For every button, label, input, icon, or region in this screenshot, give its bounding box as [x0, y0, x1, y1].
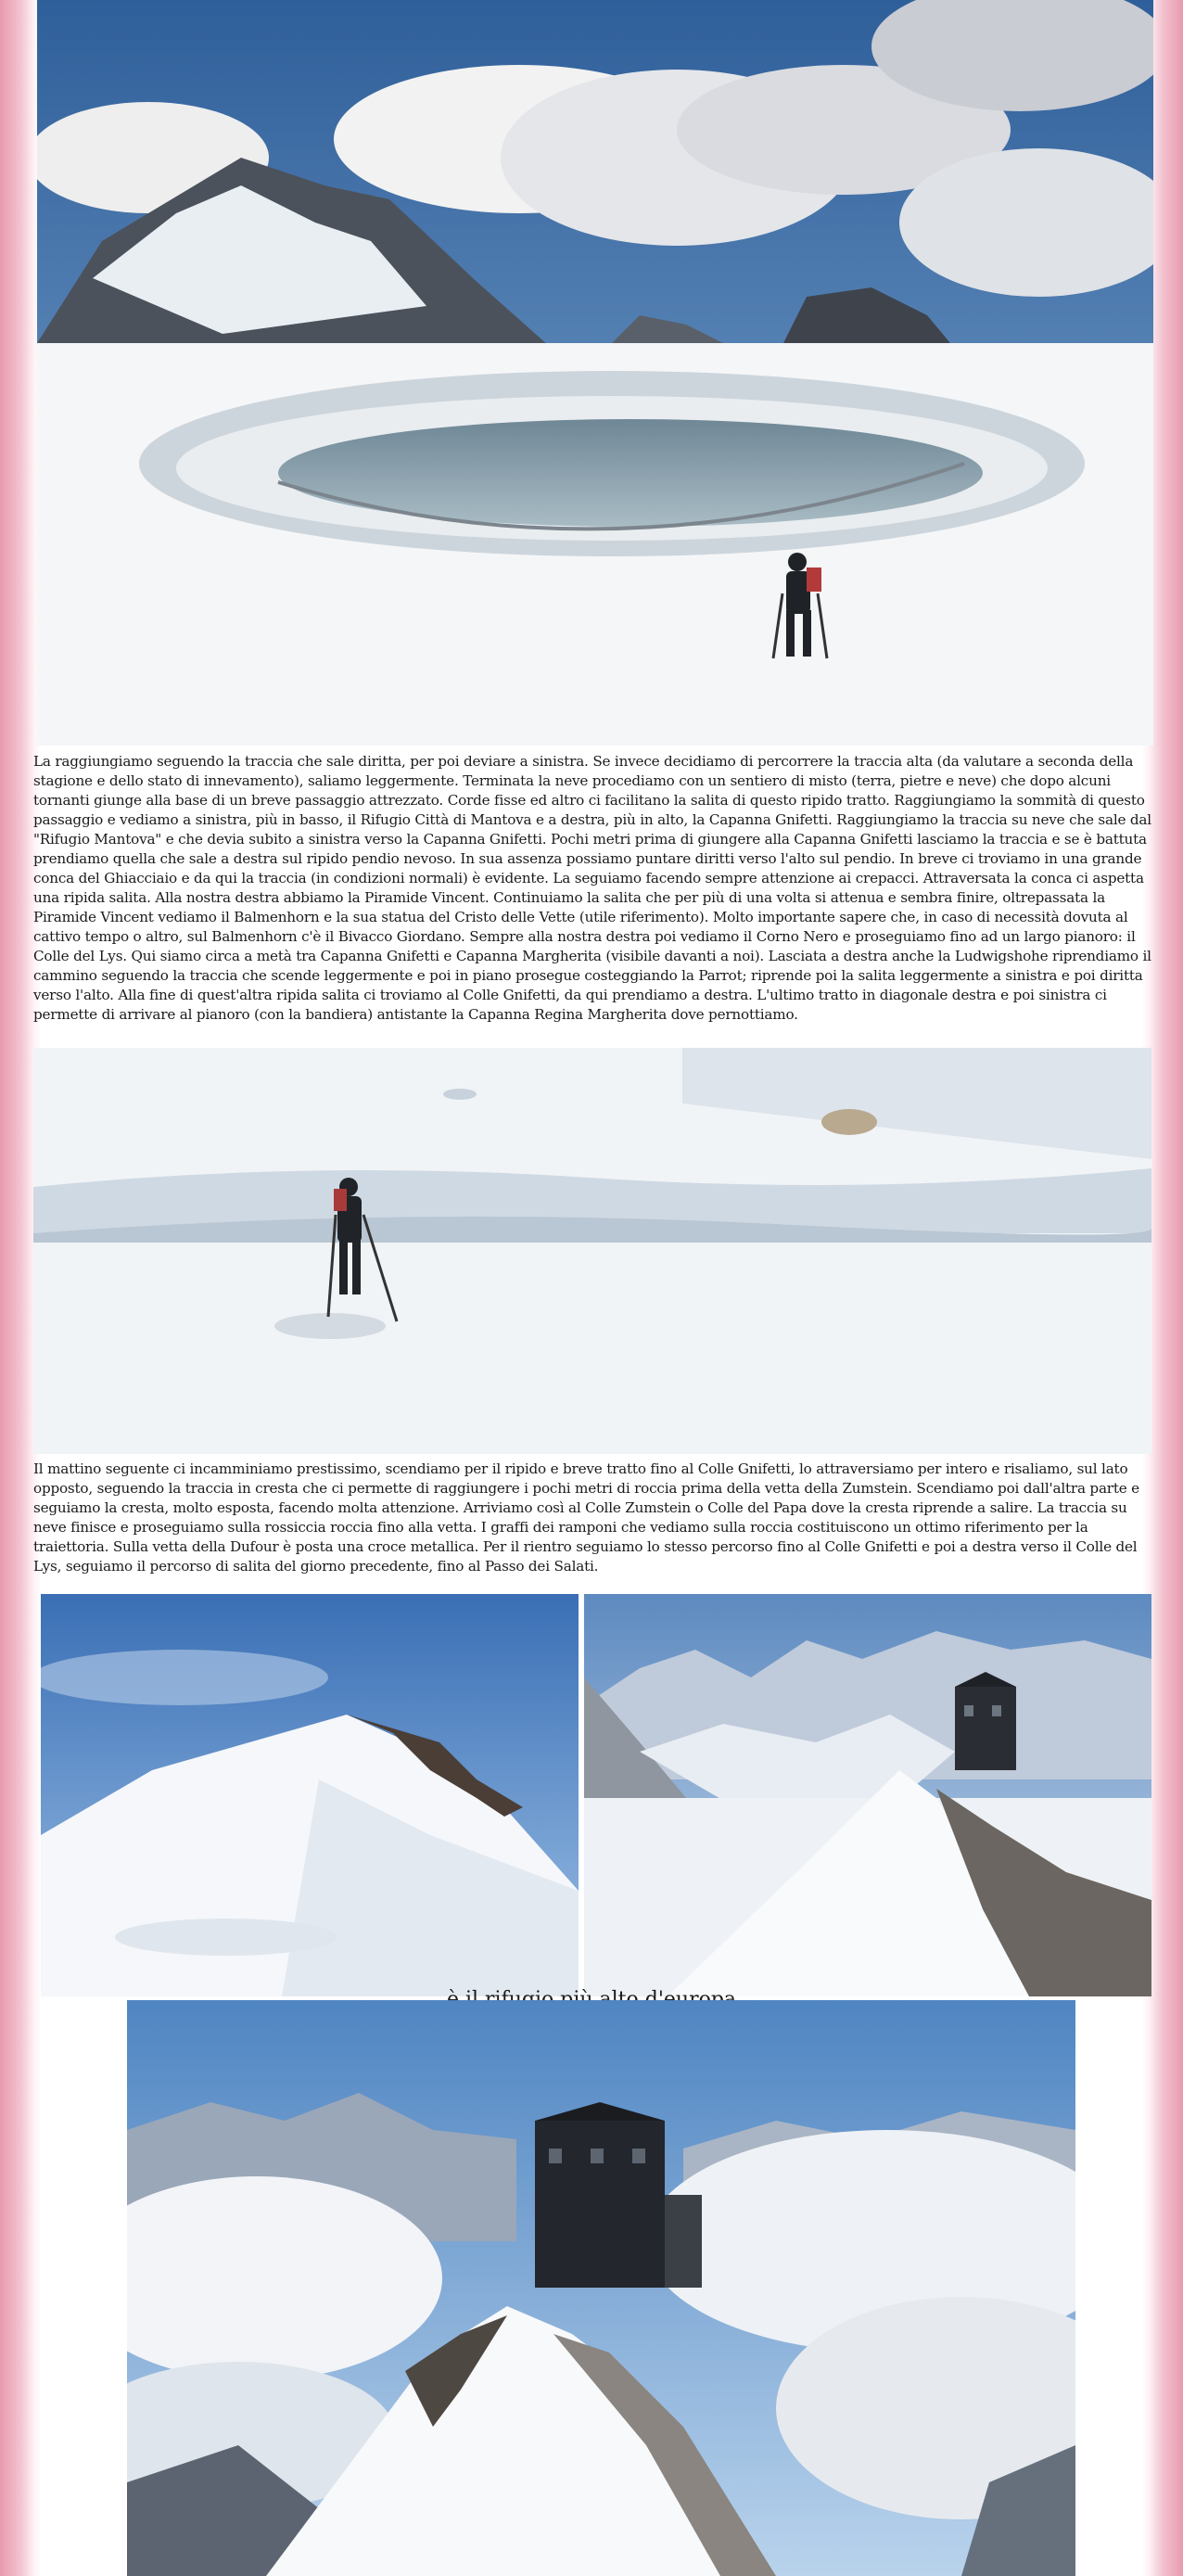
summit-hut-clouds-photo — [127, 2000, 1075, 2576]
glacier-skier-photo — [33, 1048, 1151, 1454]
mountain-lake-photo — [37, 0, 1153, 746]
descent-description-paragraph: Il mattino seguente ci incamminiamo prestissimo, scendiamo per il ripido e breve tratto fino al Colle Gnifetti, lo attraversiamo per intero e risaliamo, sul lato opposto, seguendo la traccia in cresta che ci permette di raggiungere i pochi metri di roccia prima della vetta della Zumstein. Scendiamo poi dall'altra parte e seguiamo la cresta, molto esposta, facendo molta attenzione. Arriviamo così al Colle Zumstein o Colle del Papa dove la cresta riprende a salire. La traccia su neve finisce e proseguiamo sulla rossiccia roccia fino alla vetta. I graffi dei ramponi che vediamo sulla roccia costituiscono un ottimo riferimento per la traiettoria. Sulla vetta della Dufour è posta una croce metallica. Per il rientro seguiamo lo stesso percorso fino al Colle Gnifetti e poi a destra verso il Colle del Lys, seguiamo il percorso di salita del giorno precedente, fino al Passo dei Salati. — [33, 1460, 1139, 1575]
snow-peak-photo — [41, 1594, 579, 1996]
route-description-paragraph: La raggiungiamo seguendo la traccia che sale diritta, per poi deviare a sinistra. Se invece decidiamo di percorrere la traccia alta (da valutare a seconda della stagione e dello stato di innevamento), saliamo leggermente. Terminata la neve procediamo con un sentiero di misto (terra, pietre e neve) che dopo alcuni tornanti giunge alla base di un breve passaggio attrezzato. Corde fisse ed altro ci facilitano la salita di questo ripido tratto. Raggiungiamo la sommità di questo passaggio e vediamo a sinistra, più in basso, il Rifugio Città di Mantova e a destra, più in alto, la Capanna Gnifetti. Raggiungiamo la traccia su neve che sale dal "Rifugio Mantova" e che devia subito a sinistra verso la Capanna Gnifetti. Pochi metri prima di giungere alla Capanna Gnifetti lasciamo la traccia e se è battuta prendiamo quella che sale a destra sul ripido pendio nevoso. In sua assenza possiamo puntare diritti verso l'alto sul pendio. In breve ci troviamo in una grande conca del Ghiacciaio e da qui la traccia (in condizioni normali) è evidente. La seguiamo facendo sempre attenzione ai crepacci. Attraversata la conca ci aspetta una ripida salita. Alla nostra destra abbiamo la Piramide Vincent. Continuiamo la salita che per più di una volta si attenua e sembra finire, oltrepassata la Piramide Vincent vediamo il Balmenhorn e la sua statua del Cristo delle Vette (utile riferimento). Molto importante sapere che, in caso di necessità dovuta al cattivo tempo o altro, sul Balmenhorn c'è il Bivacco Giordano. Sempre alla nostra destra poi vediamo il Corno Nero e proseguiamo fino ad un largo pianoro: il Colle del Lys. Qui siamo circa a metà tra Capanna Gnifetti e Capanna Margherita (visibile davanti a noi). Lasciata a destra anche la Ludwigshohe riprendiamo il cammino seguendo la traccia che scende leggermente e poi in piano prosegue costeggiando la Parrot; riprende poi la salita leggermente a sinistra e poi diritta verso l'alto. Alla fine di quest'altra ripida salita ci troviamo al Colle Gnifetti, da qui prendiamo a destra. L'ultimo tratto in diagonale destra e poi sinistra ci permette di arrivare al pianoro (con la bandiera) antistante la Capanna Regina Margherita dove pernottiamo. — [33, 753, 1151, 1023]
summit-hut-ridge-photo — [584, 1594, 1151, 1996]
